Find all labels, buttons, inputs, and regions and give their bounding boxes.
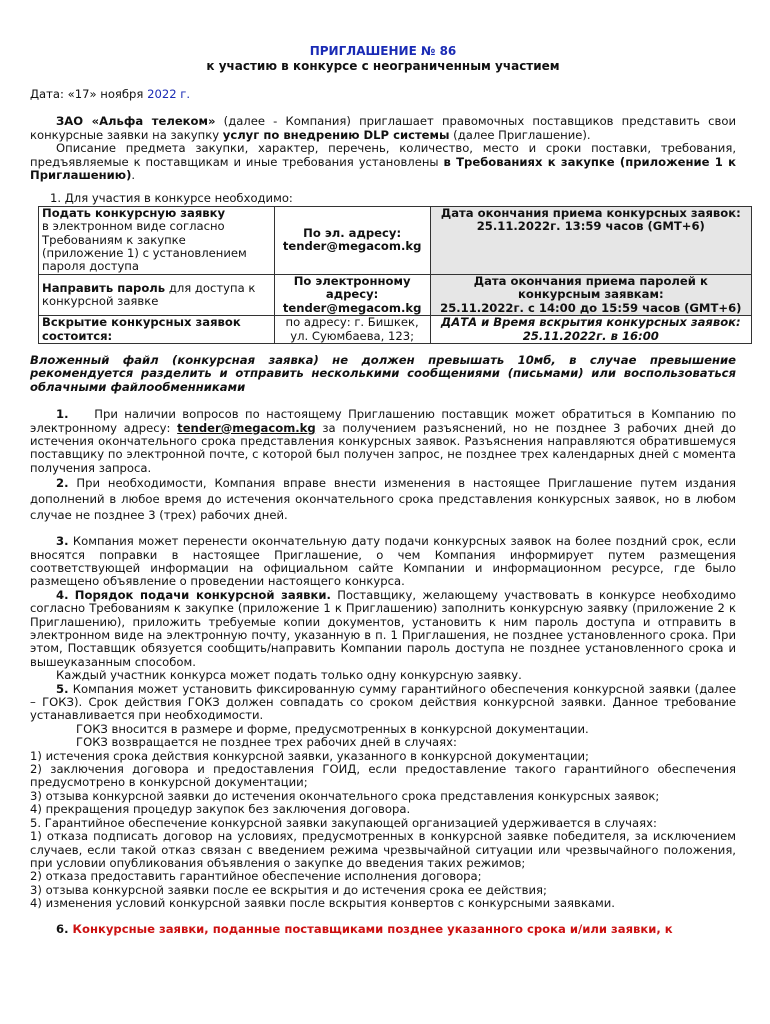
table-cell	[274, 206, 430, 274]
item-text: за получением разъяснений, но не позднее 3 рабочих дней до истечения окончательного срока представления конкурсных заявок. Разъяснения направляются обратившемуся поставщику по электронной почте, с которой был получен запрос, не позднее трех календарных дней с момента получения запроса.	[30, 420, 736, 475]
opening-address: по адресу: г. Бишкек, ул. Суюмбаева, 123;	[274, 316, 430, 344]
guarantee-line: 2) заключения договора и предоставления ГОИД, если предоставление такого гарантийного обеспечения предусмотрено в конкурсной документации;	[30, 762, 736, 790]
submit-application-text: в электронном виде согласно Требованиям к закупке (приложение 1) с установлением пароля доступа	[42, 219, 247, 274]
table-row	[39, 274, 752, 315]
item-5	[30, 683, 736, 723]
guarantee-line: ГОКЗ возвращается не позднее трех рабочих дней в случаях:	[76, 735, 457, 750]
description-paragraph	[30, 142, 736, 182]
password-deadline-label: Дата окончания приема паролей к конкурсным заявкам:	[473, 273, 708, 302]
guarantee-line: ГОКЗ вносится в размере и форме, предусмотренных в конкурсной документации.	[76, 721, 589, 736]
file-size-warning: Вложенный файл (конкурсная заявка) не должен превышать 10мб, в случае превышение рекомендуется разделить и отправить несколькими сообщениями (письмами) или воспользоваться облачными файлообменниками	[30, 352, 736, 394]
guarantee-line: 2) отказа предоставить гарантийное обеспечение исполнения договора;	[30, 869, 482, 884]
send-password-text: для доступа к конкурсной заявке	[42, 280, 256, 308]
item-number: 1.	[56, 407, 69, 422]
submit-application-title: Подать конкурсную заявку	[42, 205, 226, 220]
tender-email-link[interactable]: tender@megacom.kg	[177, 420, 316, 435]
table-cell	[430, 274, 751, 315]
email-label: По эл. адресу:	[303, 225, 402, 240]
item-text: Поставщику, желающему участвовать в конкурсе необходимо согласно Требованиям к закупке (приложение 1 к Приглашению) заполнить конкурсную заявку (приложение 2 к Приглашению), приложить требуемые копии документов, установить к ним пароль доступа и отправить в электронном виде на электронную почту, указанную в п. 1 Приглашения, не позднее установленного срока. При этом, Поставщик обязуется сообщить/направить Компании пароль доступа не позднее установленного срока и вышеуказанным способом.	[30, 587, 737, 669]
deadline-label: Дата окончания приема конкурсных заявок:	[440, 205, 741, 220]
item-text: Компания может перенести окончательную дату подачи конкурсных заявок на более поздний срок, если вносятся поправки в настоящее Приглашение, о чем Компания информирует путем размещения соответствующей информации на официальном сайте Компании и информационном ресурсе, где было размещено объявление о проведении настоящего конкурса.	[30, 534, 736, 589]
table-cell	[430, 206, 751, 274]
item-text: Конкурсные заявки, поданные поставщиками позднее указанного срока и/или заявки, к	[72, 922, 673, 936]
item-number: 3.	[56, 534, 69, 549]
table-cell	[274, 274, 430, 315]
item-number: 5.	[56, 681, 69, 696]
opening-datetime: ДАТА и Время вскрытия конкурсных заявок: 25.11.2022г. в 16:00	[430, 316, 751, 344]
item-3	[30, 535, 736, 589]
item-text: При необходимости, Компания вправе внести изменения в настоящее Приглашение путем издания дополнений в любое время до истечения окончательного срока представления конкурсных заявок, но в любом случае не позднее 3 (трех) рабочих дней.	[30, 476, 736, 523]
procurement-subject: услуг по внедрению DLP системы	[222, 127, 450, 142]
description-text: Описание предмета закупки, характер, перечень, количество, место и сроки поставки, требования, предъявляемые к поставщикам и иные требования установлены	[30, 141, 736, 169]
date-year: 2022 г.	[147, 87, 191, 101]
intro-text-end: (далее Приглашение).	[449, 127, 591, 142]
description-requirements: в Требованиях к закупке (приложение 1 к Приглашению)	[30, 154, 736, 183]
table-cell	[39, 206, 275, 274]
description-end: .	[131, 168, 136, 183]
guarantee-line: 1) отказа подписать договор на условиях, предусмотренных в конкурсной заявке победителя, за исключением случаев, если такой отказ связан с введением режима чрезвычайной ситуации или чрезвычайного положения, при условии опубликования объявления о закупке до введения таких режимов;	[30, 829, 736, 870]
single-application-note: Каждый участник конкурса может подать только одну конкурсную заявку.	[56, 668, 522, 683]
password-deadline-value: 25.11.2022г. с 14:00 до 15:59 часов (GMT+6)	[440, 300, 742, 315]
table-row	[39, 316, 752, 344]
item-number: 4.	[56, 587, 69, 602]
item-title: Порядок подачи конкурсной заявки.	[74, 587, 331, 602]
guarantee-line: 4) прекращения процедур закупок без заключения договора.	[30, 802, 411, 817]
company-name: ЗАО «Альфа телеком»	[56, 114, 216, 129]
table-cell	[39, 274, 275, 315]
item-text: Компания может установить фиксированную сумму гарантийного обеспечения конкурсной заявки (далее – ГОКЗ). Срок действия ГОКЗ должен совпадать со сроком действия конкурсной заявки. Данное требование устанавливается при необходимости.	[30, 681, 736, 723]
send-password-title: Направить пароль	[42, 280, 166, 295]
item-number: 6.	[56, 922, 69, 936]
guarantee-line: 3) отзыва конкурсной заявки до истечения окончательного срока представления конкурсных заявок;	[30, 788, 660, 803]
table-row	[39, 206, 752, 274]
item-text: При наличии вопросов по настоящему Приглашению поставщик может обратиться в Компанию по электронному адресу:	[30, 407, 736, 435]
item-6	[30, 923, 736, 936]
participation-table	[38, 206, 752, 344]
email-label: По электронному адресу:	[293, 273, 411, 302]
guarantee-line: 5. Гарантийное обеспечение конкурсной заявки закупающей организацией удерживается в случаях:	[30, 815, 657, 830]
item-number: 2.	[56, 476, 69, 491]
item-2	[30, 475, 736, 523]
intro-paragraph	[30, 115, 736, 142]
document-title: ПРИГЛАШЕНИЕ № 86	[309, 44, 457, 58]
item-4	[30, 589, 736, 669]
intro-text: (далее - Компания) приглашает правомочных поставщиков представить свои конкурсные заявки на закупку	[30, 114, 736, 142]
document-date	[30, 88, 736, 101]
guarantee-line: 1) истечения срока действия конкурсной заявки, указанного в конкурсной документации;	[30, 748, 589, 763]
document-subtitle: к участию в конкурсе с неограниченным участием	[206, 59, 560, 73]
tender-email: tender@megacom.kg	[282, 300, 422, 315]
date-prefix: Дата: «17» ноября	[30, 87, 148, 101]
guarantee-line: 3) отзыва конкурсной заявки после ее вскрытия и до истечения срока ее действия;	[30, 882, 547, 897]
item-1	[30, 408, 736, 475]
deadline-value: 25.11.2022г. 13:59 часов (GMT+6)	[476, 219, 705, 234]
guarantee-line: 4) изменения условий конкурсной заявки после вскрытия конвертов с конкурсными заявками.	[30, 896, 615, 911]
opening-title: Вскрытие конкурсных заявок состоится:	[39, 316, 275, 344]
participation-lead: 1. Для участия в конкурсе необходимо:	[50, 191, 293, 206]
tender-email: tender@megacom.kg	[282, 239, 422, 254]
